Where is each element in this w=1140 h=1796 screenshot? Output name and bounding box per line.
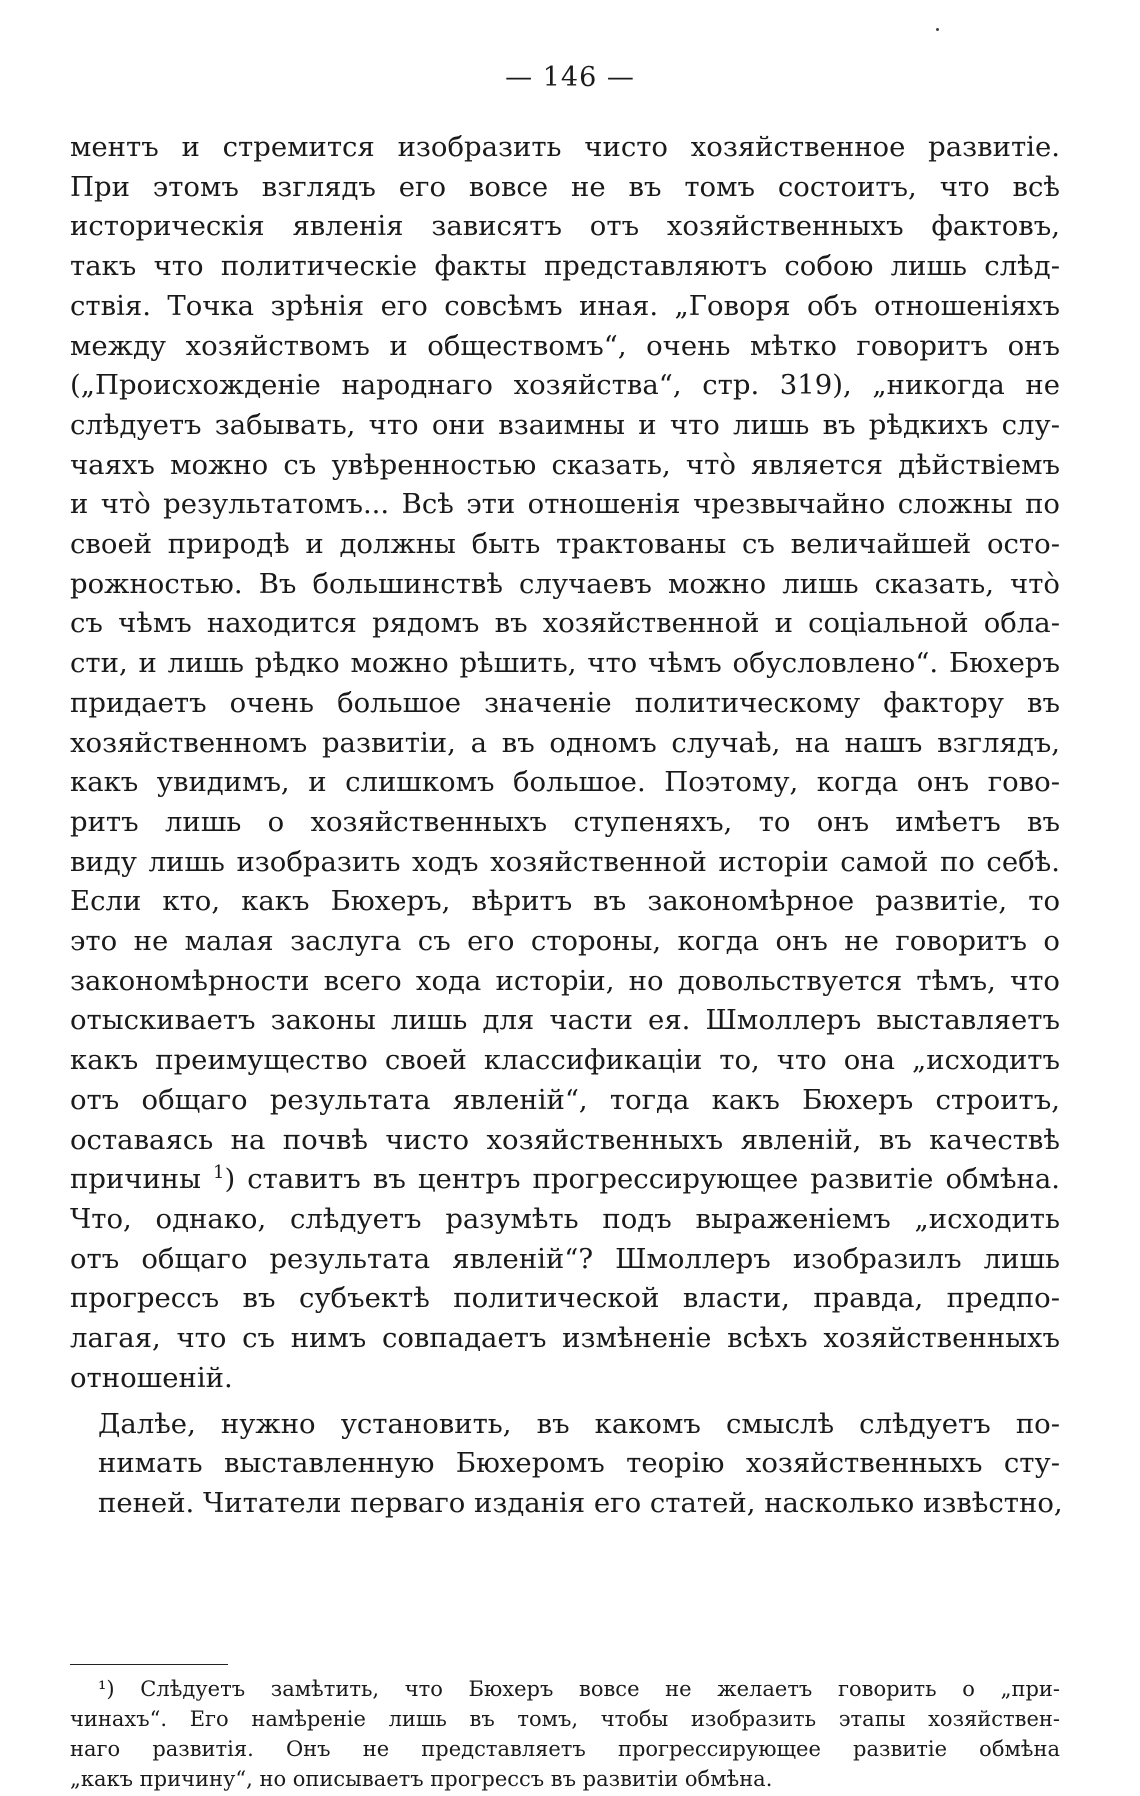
text-line: пеней. Читатели перваго изданія его статей, насколько извѣстно,: [98, 1486, 1063, 1519]
footnote-line: наго развитія. Онъ не представляетъ прогрессирующее развитіе обмѣна: [70, 1737, 1060, 1761]
text-line: Что, однако, слѣдуетъ разумѣть подъ выраженіемъ „исходить: [70, 1202, 1060, 1235]
text-line: отыскиваетъ законы лишь для части ея. Шмоллеръ выставляетъ: [70, 1004, 1060, 1037]
text-line: отъ общаго результата явленій“? Шмоллеръ изобразилъ лишь: [70, 1242, 1060, 1275]
text-line: Далѣе, нужно установить, въ какомъ смыслѣ слѣдуетъ по-: [98, 1407, 1060, 1440]
paragraph-1: [70, 128, 1060, 1399]
footnote-separator: [70, 1664, 228, 1665]
text-line: придаетъ очень большое значеніе политическому фактору въ: [70, 686, 1060, 719]
text-line: и что̀ результатомъ... Всѣ эти отношенія чрезвычайно сложны по: [70, 488, 1060, 521]
text-line: историческія явленія зависятъ отъ хозяйственныхъ фактовъ,: [70, 210, 1060, 243]
footnote: [70, 1674, 1060, 1794]
text-line: своей природѣ и должны быть трактованы съ величайшей осто-: [70, 528, 1060, 561]
print-speck: [936, 28, 939, 31]
text-line: прогрессъ въ субъектѣ политической власти, правда, предпо-: [70, 1282, 1060, 1315]
text-line: отъ общаго результата явленій“, тогда какъ Бюхеръ строитъ,: [70, 1083, 1060, 1116]
page-number: — 146 —: [505, 62, 635, 93]
text-line: хозяйственномъ развитіи, а въ одномъ случаѣ, на нашъ взглядъ,: [70, 726, 1060, 759]
footnote-marker: 1: [213, 1162, 225, 1184]
main-text: [70, 128, 1063, 1524]
text-fragment: причины: [70, 1163, 214, 1196]
text-line: ментъ и стремится изобразить чисто хозяйственное развитіе.: [70, 131, 1060, 163]
text-line: виду лишь изобразить ходъ хозяйственной исторіи самой по себѣ.: [70, 845, 1060, 878]
footnote-line: чинахъ“. Его намѣреніе лишь въ томъ, чтобы изобразить этапы хозяйствен-: [70, 1707, 1060, 1731]
text-line: При этомъ взглядъ его вовсе не въ томъ состоитъ, что всѣ: [70, 170, 1060, 203]
text-line: лагая, что съ нимъ совпадаетъ измѣненіе всѣхъ хозяйственныхъ: [70, 1322, 1060, 1355]
text-line: какъ преимущество своей классификаціи то, что она „исходитъ: [70, 1044, 1060, 1077]
text-line-with-footnote: [70, 1160, 1060, 1200]
text-line: Если кто, какъ Бюхеръ, вѣритъ въ закономѣрное развитіе, то: [70, 885, 1060, 918]
text-line: („Происхожденіе народнаго хозяйства“, стр. 319), „никогда не: [70, 369, 1060, 402]
text-line: оставаясь на почвѣ чисто хозяйственныхъ явленій, въ качествѣ: [70, 1123, 1060, 1156]
footnote-line: ¹) Слѣдуетъ замѣтить, что Бюхеръ вовсе не желаетъ говорить о „при-: [98, 1677, 1060, 1701]
text-line: сти, и лишь рѣдко можно рѣшить, что чѣмъ обусловлено“. Бюхеръ: [70, 647, 1060, 680]
text-line: нимать выставленную Бюхеромъ теорію хозяйственныхъ сту-: [98, 1447, 1060, 1480]
text-line: такъ что политическіе факты представляютъ собою лишь слѣд-: [70, 250, 1060, 283]
paragraph-2: [70, 1405, 1063, 1524]
text-line: между хозяйствомъ и обществомъ“, очень мѣтко говоритъ онъ: [70, 329, 1060, 362]
text-fragment: ) ставитъ въ центръ прогрессирующее развитіе обмѣна.: [224, 1163, 1061, 1196]
footnote-line: „какъ причину“, но описываетъ прогрессъ въ развитіи обмѣна.: [70, 1767, 773, 1791]
text-line: отношеній.: [70, 1361, 233, 1394]
text-line: чаяхъ можно съ увѣренностью сказать, что̀ является дѣйствіемъ: [70, 448, 1060, 481]
text-line: это не малая заслуга съ его стороны, когда онъ не говоритъ о: [70, 925, 1060, 958]
text-line: ритъ лишь о хозяйственныхъ ступеняхъ, то онъ имѣетъ въ: [70, 805, 1060, 838]
text-line: съ чѣмъ находится рядомъ въ хозяйственной и соціальной обла-: [70, 607, 1060, 640]
text-line: рожностью. Въ большинствѣ случаевъ можно лишь сказать, что̀: [70, 567, 1060, 600]
text-line: закономѣрности всего хода исторіи, но довольствуется тѣмъ, что: [70, 964, 1060, 997]
text-line: слѣдуетъ забывать, что они взаимны и что лишь въ рѣдкихъ слу-: [70, 408, 1060, 441]
text-line: ствія. Точка зрѣнія его совсѣмъ иная. „Говоря объ отношеніяхъ: [70, 289, 1060, 322]
text-line: какъ увидимъ, и слишкомъ большое. Поэтому, когда онъ гово-: [70, 766, 1060, 799]
